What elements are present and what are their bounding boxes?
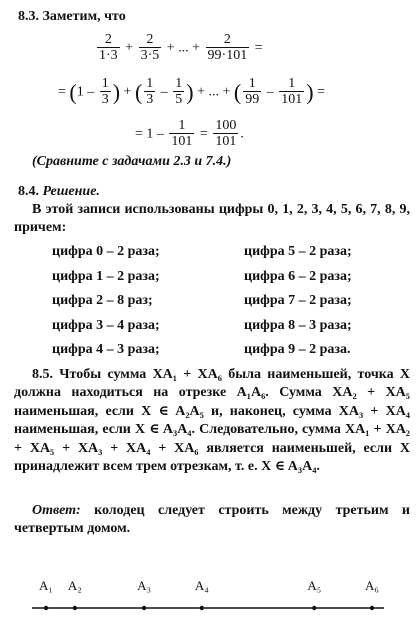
digit-count: цифра 8 – 3 раза; (244, 317, 352, 333)
fraction: $\frac{2}{99\cdot 101}$ (207, 32, 248, 64)
point-label: A₆ (365, 578, 379, 593)
answer-label: Ответ: (32, 503, 81, 518)
equation-line-3: = 1 – $\frac{1}{101}$ = $\frac{100}{101}$ . (135, 118, 244, 150)
digit-count: цифра 3 – 4 раза; (52, 317, 160, 333)
point-marker (142, 606, 146, 610)
fraction: $\frac{1}{5}$ (175, 76, 183, 108)
fraction: $\frac{100}{101}$ (215, 118, 237, 150)
digit-count: цифра 5 – 2 раза; (244, 244, 352, 259)
solution-label: Решение. (42, 184, 100, 199)
problem-8-3-title (18, 8, 126, 27)
problem-8-5-body: Чтобы сумма XA₁ + XA₆ была наименьшей, точка X должна находиться на отрезке A₁A₆. Сумма XA₂ + XA₅ наименьшая, если X ∈ A₂A₅ и, наконец, сумма XA₃ + XA₄ наименьшая, если X ∈ A₃A₄. Следовательно, сумма XA₁ + XA₂ + XA₅ + XA₃ + XA₄ + XA₆ является наименьшей, если X принадлежит всем трем отрезкам, т. е. X ∈ A₃A₄. (14, 367, 410, 475)
problem-number: 8.4. (18, 184, 39, 199)
points-group (39, 578, 379, 610)
fraction: $\frac{1}{99}$ (245, 76, 260, 108)
fraction: $\frac{1}{3}$ (101, 76, 109, 108)
compare-note: (Сравните с задачами 2.3 и 7.4.) (32, 154, 232, 169)
point-marker (200, 606, 204, 610)
fraction: $\frac{1}{3}$ (146, 76, 154, 108)
equation-line-2: = (1 – $\frac{1}{3}$ ) + ( $\frac{1}{3}$ – $\frac{1}{5}$ ) + ... + ( $\frac{1}{99}$ – $\frac{1}{101}$ ) = (58, 76, 325, 108)
problem-intro: Заметим, что (42, 9, 126, 24)
points-diagram (0, 570, 420, 625)
point-label: A₅ (307, 578, 322, 593)
point-label: A₃ (137, 578, 152, 593)
answer (14, 502, 410, 539)
digit-count: цифра 1 – 2 раза; (52, 268, 160, 284)
digit-list-left (52, 240, 160, 363)
digit-count: цифра 7 – 2 раза; (244, 293, 352, 308)
point-marker (312, 606, 316, 610)
point-label: A₄ (194, 578, 209, 593)
problem-number: 8.5. (32, 367, 53, 382)
answer-text: колодец следует строить между третьим и четвертым домом. (14, 503, 410, 537)
point-marker (370, 606, 374, 610)
point-marker (44, 606, 48, 610)
problem-8-5-text (14, 366, 410, 477)
fraction: $\frac{2}{3\cdot 5}$ (140, 32, 160, 64)
fraction: $\frac{1}{101}$ (171, 118, 193, 150)
digit-count: цифра 4 – 3 раза; (52, 342, 160, 357)
problem-number: 8.3. (18, 9, 39, 24)
problem-8-4-title (18, 183, 100, 202)
point-label: A₂ (67, 578, 82, 593)
problem-8-4-text: В этой записи использованы цифры 0, 1, 2, 3, 4, 5, 6, 7, 8, 9, причем: (14, 202, 410, 236)
digit-count: цифра 9 – 2 раза. (244, 342, 351, 357)
point-label: A₁ (39, 578, 53, 593)
digit-count: цифра 2 – 8 раз; (52, 293, 153, 308)
digit-count: цифра 0 – 2 раза; (52, 244, 160, 259)
equation-line-1: $\frac{2}{1\cdot 3}$ + $\frac{2}{3\cdot 5}$ + ... + $\frac{2}{99\cdot 101}$ = (99, 32, 263, 64)
point-marker (73, 606, 77, 610)
fraction: $\frac{1}{101}$ (281, 76, 303, 108)
fraction: $\frac{2}{1\cdot 3}$ (99, 32, 118, 64)
digit-list-right (244, 240, 352, 363)
digit-count: цифра 6 – 2 раза; (244, 268, 352, 284)
